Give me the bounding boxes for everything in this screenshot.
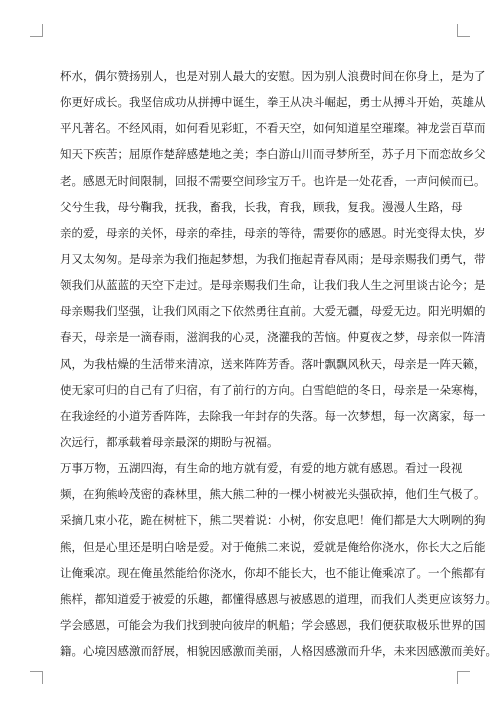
text-line: 你更好成长。我坚信成功从拼搏中诞生，拳王从决斗崛起，勇士从搏斗开始，英雄从 bbox=[60, 95, 486, 110]
crop-mark-top-right bbox=[457, 24, 470, 37]
text-line: 在我途经的小道芳香阵阵，去除我一年封存的失落。每一次梦想，每一次离家，每一 bbox=[60, 408, 486, 423]
text-line: 杯水，偶尔赞扬别人，也是对别人最大的安慰。因为别人浪费时间在你身上，是为了 bbox=[60, 69, 486, 83]
text-line: 学会感恩，可能会为我们找到驶向彼岸的帆船；学会感恩，我们便获取极乐世界的国 bbox=[60, 617, 486, 632]
text-line: 次远行，都承载着母亲最深的期盼与祝福。 bbox=[60, 434, 279, 449]
text-line: 领我们从蓝蓝的天空下走过。是母亲赐我们生命，让我们我人生之河里谈古论今；是 bbox=[60, 278, 486, 293]
crop-mark-bottom-right bbox=[457, 671, 470, 684]
text-line: 频，在狗熊岭茂密的森林里，熊大熊二种的一棵小树被光头强砍掉，他们生气极了。 bbox=[60, 487, 486, 502]
document-body bbox=[60, 63, 497, 664]
text-line: 母亲赐我们坚强，让我们风雨之下依然勇往直前。大爱无疆，母爱无边。阳光明媚的 bbox=[60, 304, 486, 319]
text-line: 春天，母亲是一滴春雨，滋润我的心灵，浇灌我的苦恼。仲夏夜之梦，母亲似一阵清 bbox=[60, 330, 486, 345]
text-line: 万事万物，五湖四海，有生命的地方就有爱，有爱的地方就有感恩。看过一段视 bbox=[60, 461, 463, 476]
text-line: 风，为我枯燥的生活带来清凉，送来阵阵芳香。落叶飘飘风秋天，母亲是一阵天籁， bbox=[60, 356, 486, 371]
text-line: 让俺乘凉。现在俺虽然能给你浇水，你却不能长大，也不能让俺乘凉了。一个熊都有 bbox=[60, 565, 486, 580]
crop-mark-bottom-left bbox=[30, 671, 43, 684]
text-line: 使无家可归的自己有了归宿，有了前行的方向。白雪皑皑的冬日，母亲是一朵寒梅， bbox=[60, 382, 486, 397]
text-line: 老。感恩无时间限制，回报不需要空间珍宝万千。也许是一处花香，一声问候而已。 bbox=[60, 173, 486, 188]
text-line: 知天下疾苦；屈原作楚辞感楚地之美；李白游山川而寻梦所至，苏子月下而恋故乡父 bbox=[60, 147, 486, 162]
text-line: 亲的爱，母亲的关怀，母亲的牵挂，母亲的等待，需要你的感恩。时光变得太快，岁 bbox=[60, 225, 486, 240]
text-line: 月又太匆匆。是母亲为我们拖起梦想，为我们拖起青春风雨；是母亲赐我们勇气，带 bbox=[60, 251, 486, 266]
text-line: 父兮生我，母兮鞠我，抚我，畜我，长我，育我，顾我，复我。漫漫人生路，母 bbox=[60, 199, 463, 214]
text-line: 熊，但是心里还是明白啥是爱。对于俺熊二来说，爱就是俺给你浇水，你长大之后能 bbox=[60, 539, 486, 554]
text-line: 采摘几束小花，跪在树桩下，熊二哭着说：小树，你安息吧！俺们都是大大咧咧的狗 bbox=[60, 513, 486, 528]
text-line: 平凡著名。不经风雨，如何看见彩虹，不看天空，如何知道星空璀璨。神龙尝百草而 bbox=[60, 121, 486, 136]
crop-mark-top-left bbox=[30, 24, 43, 37]
text-line: 籍。心境因感激而舒展，相貌因感激而美丽，人格因感激而升华，未来因感激而美好。 bbox=[60, 644, 497, 659]
text-line: 熊样，都知道爱于被爱的乐趣，都懂得感恩与被感恩的道理，而我们人类更应该努力。 bbox=[60, 591, 497, 606]
